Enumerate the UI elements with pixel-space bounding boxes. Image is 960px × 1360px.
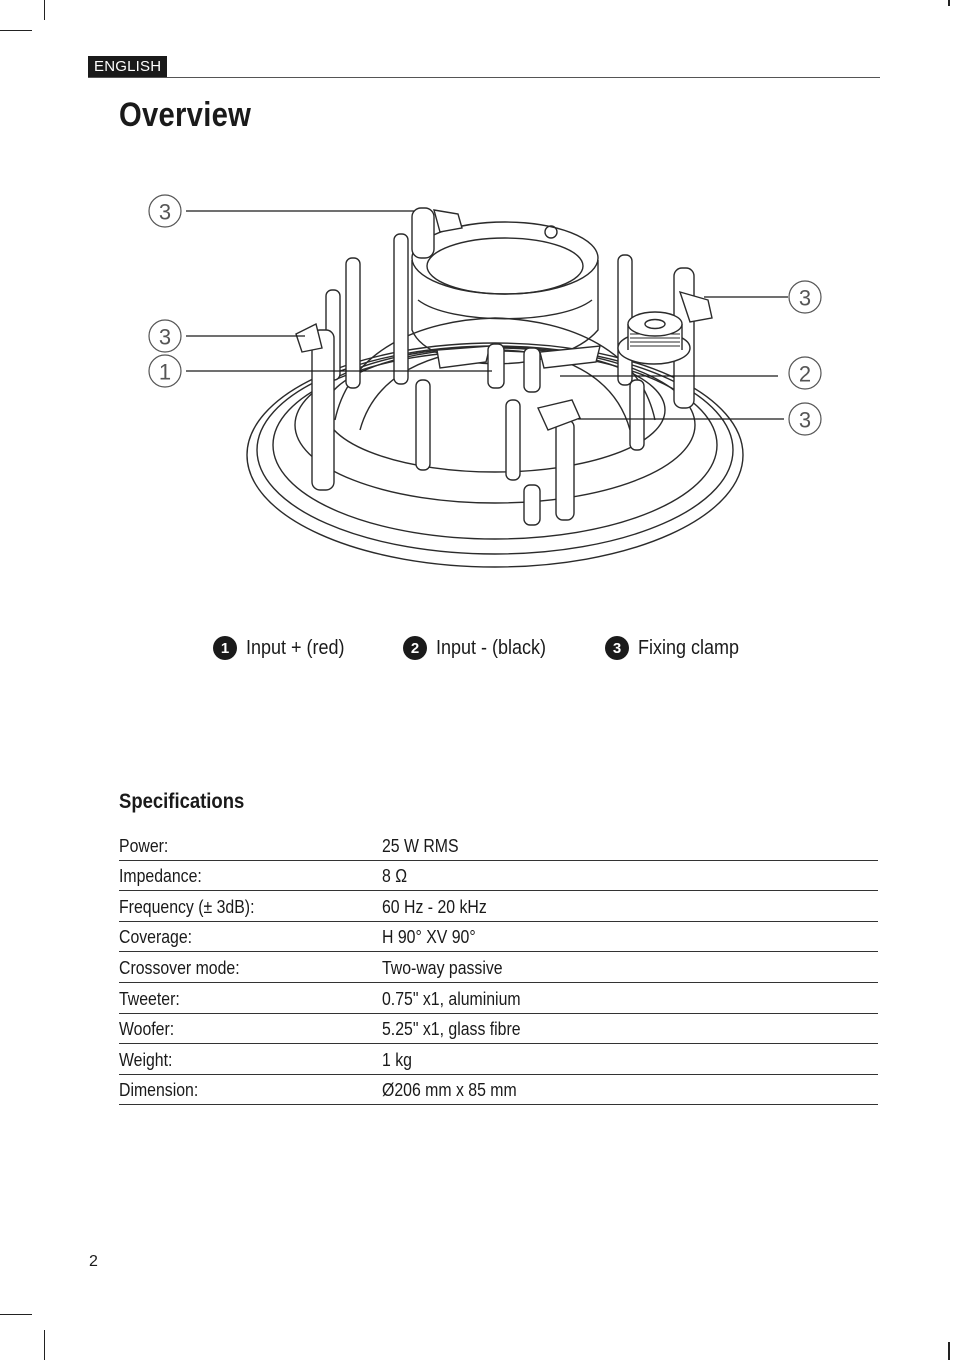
fixing-clamp bbox=[434, 210, 462, 232]
spec-value: 0.75" x1, aluminium bbox=[382, 988, 521, 1009]
spec-value: 1 kg bbox=[382, 1049, 412, 1070]
spec-label: Weight: bbox=[119, 1049, 173, 1070]
spec-row-impedance bbox=[119, 861, 878, 892]
spec-value: 5.25" x1, glass fibre bbox=[382, 1019, 521, 1040]
spec-label: Coverage: bbox=[119, 927, 193, 948]
crop-mark bbox=[0, 1314, 32, 1315]
spec-value: H 90° XV 90° bbox=[382, 927, 476, 948]
legend-number: 3 bbox=[605, 636, 629, 660]
legend-number: 1 bbox=[213, 636, 237, 660]
legend-number: 2 bbox=[403, 636, 427, 660]
spec-row-dimension bbox=[119, 1075, 878, 1106]
callout-label: 2 bbox=[798, 361, 812, 387]
crop-mark bbox=[948, 1342, 950, 1360]
legend-label: Fixing clamp bbox=[638, 636, 740, 659]
spec-label: Tweeter: bbox=[119, 988, 180, 1009]
spec-row-frequency bbox=[119, 891, 878, 922]
specifications-table bbox=[119, 830, 878, 1105]
spec-label: Woofer: bbox=[119, 1019, 175, 1040]
legend-label: Input + (red) bbox=[246, 636, 345, 659]
tweeter bbox=[618, 312, 690, 364]
callout-label: 1 bbox=[158, 359, 172, 385]
crop-mark bbox=[44, 0, 45, 20]
crop-mark bbox=[0, 30, 32, 31]
language-tag: ENGLISH bbox=[88, 56, 167, 78]
spec-value: 60 Hz - 20 kHz bbox=[382, 896, 487, 917]
spec-row-tweeter bbox=[119, 983, 878, 1014]
spec-label: Power: bbox=[119, 835, 169, 856]
spec-label: Crossover mode: bbox=[119, 957, 240, 978]
spec-value: 25 W RMS bbox=[382, 835, 459, 856]
page-title: Overview bbox=[119, 96, 252, 134]
header-rule bbox=[88, 77, 880, 78]
spec-label: Frequency (± 3dB): bbox=[119, 896, 255, 917]
legend-label: Input - (black) bbox=[436, 636, 547, 659]
callout-label: 3 bbox=[798, 407, 812, 433]
legend-item-input-black bbox=[403, 636, 558, 660]
spec-value: Ø206 mm x 85 mm bbox=[382, 1080, 517, 1101]
spec-value: 8 Ω bbox=[382, 866, 408, 887]
spec-row-coverage bbox=[119, 922, 878, 953]
spec-value: Two-way passive bbox=[382, 957, 503, 978]
spec-label: Impedance: bbox=[119, 866, 202, 887]
callout-label: 3 bbox=[158, 199, 172, 225]
legend-item-fixing-clamp bbox=[605, 636, 750, 660]
callout-label: 3 bbox=[158, 324, 172, 350]
spec-row-woofer bbox=[119, 1014, 878, 1045]
magnet-top bbox=[412, 222, 598, 294]
spec-row-crossover bbox=[119, 952, 878, 983]
spec-label: Dimension: bbox=[119, 1080, 199, 1101]
speaker-diagram bbox=[0, 180, 960, 600]
legend-item-input-red bbox=[213, 636, 356, 660]
specifications-title: Specifications bbox=[119, 790, 245, 813]
crop-mark bbox=[948, 0, 950, 6]
spec-row-weight bbox=[119, 1044, 878, 1075]
callout-label: 3 bbox=[798, 285, 812, 311]
fixing-clamp bbox=[296, 324, 322, 352]
page-number: 2 bbox=[89, 1253, 98, 1270]
crop-mark bbox=[44, 1330, 45, 1360]
spec-row-power bbox=[119, 830, 878, 861]
